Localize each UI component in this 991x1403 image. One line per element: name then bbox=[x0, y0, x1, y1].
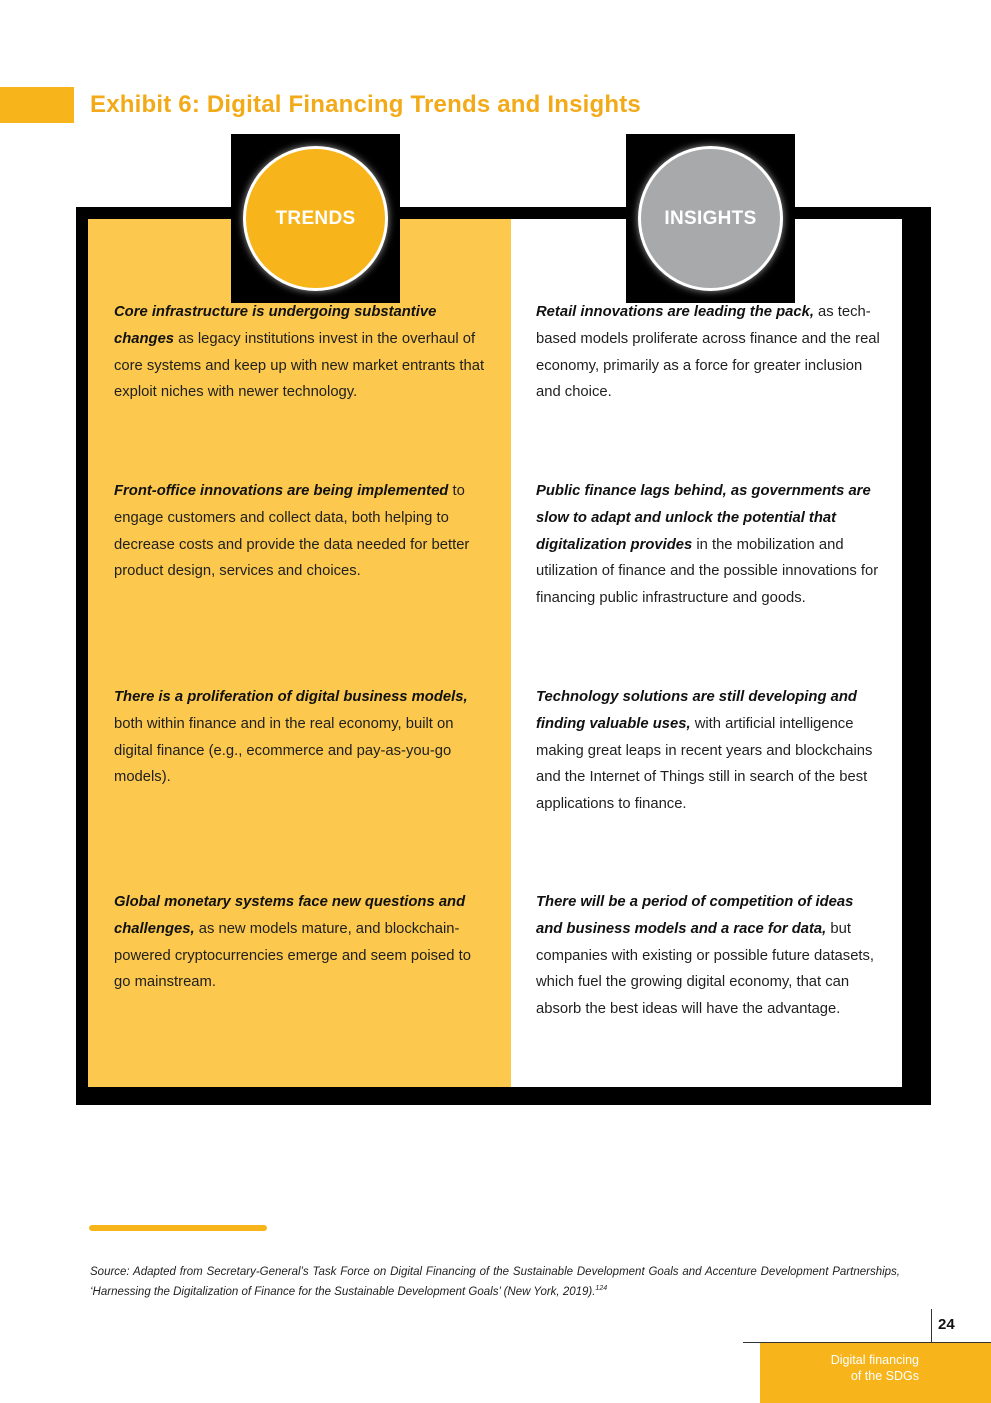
exhibit-title: Exhibit 6: Digital Financing Trends and Insights bbox=[90, 91, 641, 118]
insight-item-4 bbox=[536, 889, 882, 1023]
insights-badge: INSIGHTS bbox=[638, 146, 783, 291]
page-number: 24 bbox=[938, 1316, 955, 1333]
trend-item-lead: Global monetary systems face new questions and challenges, bbox=[114, 894, 466, 937]
trend-item-text: to engage customers and collect data, both helping to decrease costs and provide the data needed for better product design, services and choices. bbox=[114, 483, 470, 580]
source-note bbox=[90, 1265, 900, 1300]
insight-item-lead: There will be a period of competition of ideas and business models and a race for data, bbox=[536, 894, 854, 937]
trends-badge-box bbox=[231, 134, 400, 303]
footer-label-box bbox=[760, 1343, 991, 1403]
insight-item-lead: Public finance lags behind, as governments are slow to adapt and unlock the potential that digitalization provides bbox=[536, 483, 871, 553]
trend-item-lead: Core infrastructure is undergoing substantive changes bbox=[114, 304, 437, 347]
trends-badge: TRENDS bbox=[243, 146, 388, 291]
trend-item-4 bbox=[114, 889, 486, 996]
insight-item-text: as tech-based models proliferate across finance and the real economy, primarily as a force for greater inclusion and choice. bbox=[536, 304, 880, 401]
footer-label-line: Digital financing bbox=[830, 1353, 919, 1367]
insight-item-2 bbox=[536, 478, 882, 612]
trend-item-lead: There is a proliferation of digital business models, bbox=[114, 689, 468, 705]
insight-item-3 bbox=[536, 684, 882, 818]
trend-item-text: as new models mature, and blockchain-powered cryptocurrencies emerge and seem poised to go mainstream. bbox=[114, 920, 471, 991]
trend-item-lead: Front-office innovations are being implemented bbox=[114, 483, 449, 499]
trend-item-1 bbox=[114, 299, 486, 406]
footer-label-line: of the SDGs bbox=[850, 1369, 919, 1383]
footnote-ref: 124 bbox=[595, 1284, 608, 1292]
insight-item-text: with artificial intelligence making great leaps in recent years and blockchains and the Internet of Things still in search of the best applications to finance. bbox=[536, 715, 873, 813]
source-text: Source: Adapted from Secretary-General’s Task Force on Digital Financing of the Sustainable Development Goals and Accenture Development Partnerships, ‘Harnessing the Digitalization of Finance for the Sustainable Development Goals’ (New York, 2019). bbox=[90, 1266, 900, 1298]
trend-item-text: as legacy institutions invest in the overhaul of core systems and keep up with new market entrants that exploit niches with newer technology. bbox=[114, 330, 485, 401]
trend-item-3 bbox=[114, 684, 486, 791]
insight-item-1 bbox=[536, 299, 882, 406]
title-accent-bar bbox=[0, 87, 74, 123]
trend-item-text: both within finance and in the real economy, built on digital finance (e.g., ecommerce and pay-as-you-go models). bbox=[114, 715, 454, 786]
insight-item-text: in the mobilization and utilization of finance and the possible innovations for financing public infrastructure and goods. bbox=[536, 536, 879, 607]
insight-item-lead: Retail innovations are leading the pack, bbox=[536, 304, 814, 320]
footer-label bbox=[831, 1352, 919, 1384]
trend-item-2 bbox=[114, 478, 486, 585]
insight-item-lead: Technology solutions are still developing and finding valuable uses, bbox=[536, 689, 857, 732]
insights-badge-box bbox=[626, 134, 795, 303]
insight-item-text: but companies with existing or possible future datasets, which fuel the growing digital economy, that can absorb the best ideas will have the advantage. bbox=[536, 920, 875, 1018]
footer-accent-rule bbox=[89, 1225, 267, 1231]
